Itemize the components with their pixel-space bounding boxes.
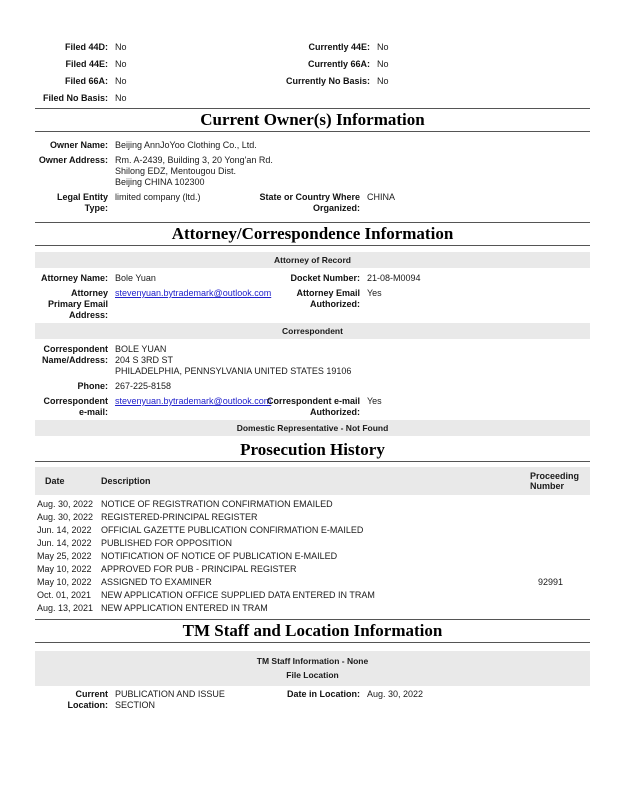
filed-44e-label: Filed 44E: bbox=[65, 59, 108, 69]
current-location-value: PUBLICATION AND ISSUE SECTION bbox=[115, 689, 225, 710]
legal-entity-type-label: Legal Entity Type: bbox=[56, 192, 108, 213]
correspondent-email-cell[interactable] bbox=[115, 396, 272, 418]
entry-proceeding bbox=[538, 563, 590, 576]
currently-66a-value: No bbox=[377, 59, 389, 69]
correspondent-email-authorized-label: Correspondent e-mail Authorized: bbox=[266, 396, 360, 417]
entry-proceeding bbox=[538, 537, 590, 550]
date-column-header: Date bbox=[45, 476, 65, 486]
domestic-representative-band: Domestic Representative - Not Found bbox=[35, 420, 590, 436]
attorney-email-row bbox=[35, 288, 590, 321]
attorney-email-authorized-value: Yes bbox=[367, 288, 382, 298]
attorney-primary-email-label: Attorney Primary Email Address: bbox=[47, 288, 108, 320]
attorney-name-label: Attorney Name: bbox=[40, 273, 108, 283]
tm-staff-section bbox=[35, 643, 590, 718]
table-row bbox=[35, 498, 590, 511]
entry-date: Jun. 14, 2022 bbox=[37, 525, 92, 535]
legal-entity-row bbox=[35, 192, 590, 214]
table-row bbox=[35, 550, 590, 563]
correspondent-name-row bbox=[35, 344, 590, 377]
proceeding-number-column-header: Proceeding Number bbox=[530, 471, 580, 491]
table-row bbox=[35, 563, 590, 576]
entry-date: May 25, 2022 bbox=[37, 551, 92, 561]
table-row bbox=[35, 511, 590, 524]
filed-44d-value: No bbox=[115, 42, 127, 52]
owner-address-row bbox=[35, 155, 590, 188]
entry-proceeding: 92991 bbox=[538, 577, 564, 587]
currently-44e-label: Currently 44E: bbox=[308, 42, 370, 52]
correspondent-address-line: BOLE YUAN bbox=[115, 344, 167, 354]
entry-proceeding bbox=[538, 589, 590, 602]
owner-address-line: Beijing CHINA 102300 bbox=[115, 177, 205, 187]
entry-description: OFFICIAL GAZETTE PUBLICATION CONFIRMATION E-MAILED bbox=[101, 525, 364, 535]
entry-proceeding bbox=[538, 524, 590, 537]
table-row bbox=[35, 576, 590, 589]
correspondent-band: Correspondent bbox=[35, 323, 590, 339]
correspondent-email-authorized-value: Yes bbox=[367, 396, 382, 406]
phone-value: 267-225-8158 bbox=[115, 381, 172, 391]
attorney-section-title: Attorney/Correspondence Information bbox=[35, 222, 590, 246]
entry-proceeding bbox=[538, 498, 590, 511]
legal-entity-type-value: limited company (ltd.) bbox=[115, 192, 201, 202]
owner-name-value: Beijing AnnJoYoo Clothing Co., Ltd. bbox=[115, 140, 257, 150]
filed-66a-label: Filed 66A: bbox=[64, 76, 108, 86]
date-in-location-value: Aug. 30, 2022 bbox=[367, 689, 424, 699]
owner-address-value bbox=[115, 155, 590, 188]
owner-name-row bbox=[35, 140, 590, 151]
entry-date: Aug. 13, 2021 bbox=[37, 603, 94, 613]
table-row bbox=[35, 537, 590, 550]
current-location-row bbox=[35, 689, 590, 711]
correspondent-address-line: 204 S 3RD ST bbox=[115, 355, 174, 365]
entry-date: Aug. 30, 2022 bbox=[37, 512, 94, 522]
entry-description: NOTIFICATION OF NOTICE OF PUBLICATION E-MAILED bbox=[101, 551, 338, 561]
table-row bbox=[35, 602, 590, 615]
state-or-country-value: CHINA bbox=[367, 192, 396, 202]
docket-number-value: 21-08-M0094 bbox=[367, 273, 421, 283]
table-row bbox=[35, 524, 590, 537]
prosecution-table-header bbox=[35, 467, 590, 495]
basis-row bbox=[35, 76, 590, 87]
filed-66a-value: No bbox=[115, 76, 127, 86]
current-location-label: Current Location: bbox=[67, 689, 108, 710]
tm-staff-section-title: TM Staff and Location Information bbox=[35, 619, 590, 643]
basis-row bbox=[35, 42, 590, 53]
filed-44d-label: Filed 44D: bbox=[64, 42, 108, 52]
date-in-location-label: Date in Location: bbox=[286, 689, 360, 699]
currently-66a-label: Currently 66A: bbox=[307, 59, 370, 69]
description-column-header: Description bbox=[101, 476, 151, 486]
entry-description: REGISTERED-PRINCIPAL REGISTER bbox=[101, 512, 258, 522]
entry-proceeding bbox=[538, 550, 590, 563]
attorney-email-authorized-label: Attorney Email Authorized: bbox=[296, 288, 360, 309]
attorney-section bbox=[35, 246, 590, 439]
owner-address-line: Shilong EDZ, Mentougou Dist. bbox=[115, 166, 237, 176]
currently-no-basis-label: Currently No Basis: bbox=[285, 76, 370, 86]
owner-address-line: Rm. A-2439, Building 3, 20 Yong'an Rd. bbox=[115, 155, 273, 165]
entry-description: NOTICE OF REGISTRATION CONFIRMATION EMAILED bbox=[101, 499, 333, 509]
entry-description: APPROVED FOR PUB - PRINCIPAL REGISTER bbox=[101, 564, 297, 574]
state-or-country-label: State or Country Where Organized: bbox=[259, 192, 360, 213]
current-owners-section-title: Current Owner(s) Information bbox=[35, 108, 590, 132]
entry-description: ASSIGNED TO EXAMINER bbox=[101, 577, 212, 587]
file-location-header: File Location bbox=[286, 670, 339, 680]
docket-number-label: Docket Number: bbox=[290, 273, 360, 283]
filed-44e-value: No bbox=[115, 59, 127, 69]
attorney-name-row bbox=[35, 273, 590, 284]
filing-basis-section bbox=[35, 42, 590, 104]
correspondent-name-value bbox=[115, 344, 590, 377]
entry-date: Aug. 30, 2022 bbox=[37, 499, 94, 509]
attorney-primary-email-link[interactable] bbox=[115, 288, 272, 321]
owner-address-label: Owner Address: bbox=[38, 155, 108, 165]
correspondent-name-label: Correspondent Name/Address: bbox=[41, 344, 108, 365]
entry-proceeding bbox=[538, 602, 590, 615]
basis-row bbox=[35, 59, 590, 70]
entry-proceeding bbox=[538, 511, 590, 524]
entry-description: PUBLISHED FOR OPPOSITION bbox=[101, 538, 233, 548]
prosecution-table-body bbox=[35, 495, 590, 617]
phone-label: Phone: bbox=[77, 381, 108, 391]
entry-date: May 10, 2022 bbox=[37, 577, 92, 587]
entry-description: NEW APPLICATION ENTERED IN TRAM bbox=[101, 603, 268, 613]
owner-name-label: Owner Name: bbox=[49, 140, 108, 150]
correspondent-email-label: Correspondent e-mail: bbox=[43, 396, 108, 417]
filed-no-basis-value: No bbox=[115, 93, 127, 103]
entry-date: Jun. 14, 2022 bbox=[37, 538, 92, 548]
currently-no-basis-value: No bbox=[377, 76, 389, 86]
attorney-of-record-band: Attorney of Record bbox=[35, 252, 590, 268]
current-owners-section bbox=[35, 132, 590, 220]
tm-staff-band bbox=[35, 651, 590, 686]
attorney-email-link[interactable]: stevenyuan.bytrademark@outlook.com bbox=[115, 288, 272, 298]
table-row bbox=[35, 589, 590, 602]
filed-no-basis-label: Filed No Basis: bbox=[42, 93, 108, 103]
correspondent-email-link[interactable]: stevenyuan.bytrademark@outlook.com bbox=[115, 396, 272, 406]
prosecution-history-section bbox=[35, 467, 590, 617]
attorney-name-value: Bole Yuan bbox=[115, 273, 156, 283]
entry-description: NEW APPLICATION OFFICE SUPPLIED DATA ENTERED IN TRAM bbox=[101, 590, 375, 600]
correspondent-email-row bbox=[35, 396, 590, 418]
entry-date: May 10, 2022 bbox=[37, 564, 92, 574]
correspondent-address-line: PHILADELPHIA, PENNSYLVANIA UNITED STATES 19106 bbox=[115, 366, 352, 376]
prosecution-history-section-title: Prosecution History bbox=[35, 439, 590, 462]
phone-row bbox=[35, 381, 590, 392]
currently-44e-value: No bbox=[377, 42, 389, 52]
entry-date: Oct. 01, 2021 bbox=[37, 590, 92, 600]
basis-row bbox=[35, 93, 590, 104]
tm-staff-info-header: TM Staff Information - None bbox=[256, 656, 369, 666]
